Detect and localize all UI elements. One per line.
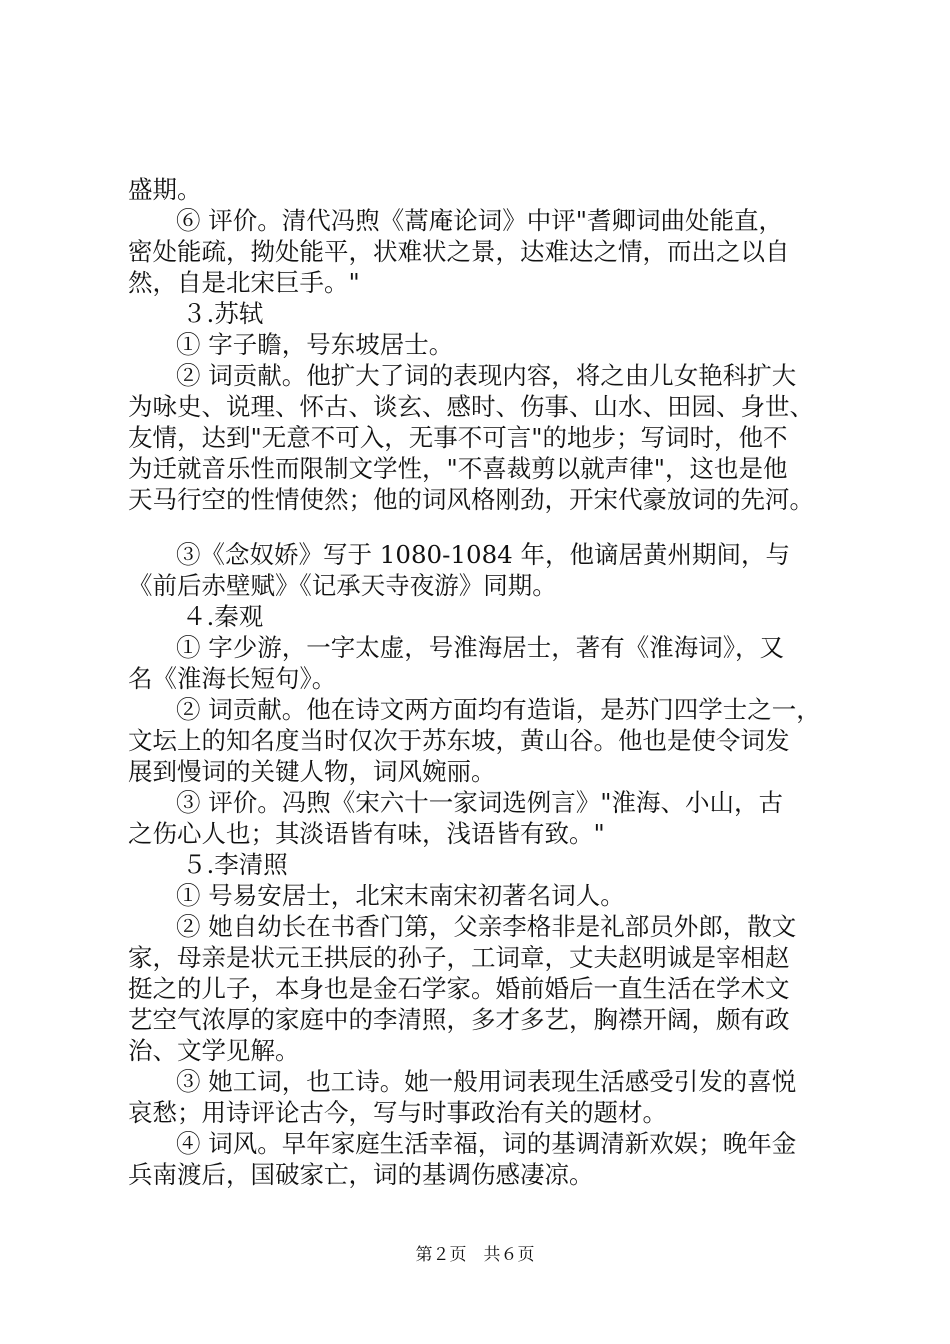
text-line: ② 词贡献。他扩大了词的表现内容，将之由儿女艳科扩大 (176, 361, 797, 390)
text-line: ③ 她工词，也工诗。她一般用词表现生活感受引发的喜悦 (176, 1067, 797, 1096)
text-line: ① 字子瞻，号东坡居士。 (176, 330, 454, 359)
text-line: 天马行空的性情使然；他的词风格刚劲，开宋代豪放词的先河。 (128, 485, 814, 514)
text-line: ① 号易安居士，北宋末南宋初著名词人。 (176, 881, 625, 910)
text-line: 艺空气浓厚的家庭中的李清照，多才多艺，胸襟开阔，颇有政 (128, 1005, 790, 1034)
text-line: ④ 词风。早年家庭生活幸福，词的基调清新欢娱；晚年金 (176, 1129, 797, 1158)
text-line: ① 字少游，一字太虚，号淮海居士，著有《淮海词》，又 (176, 633, 785, 662)
text-line: 挺之的儿子，本身也是金石学家。婚前婚后一直生活在学术文 (128, 974, 790, 1003)
text-line: 哀愁；用诗评论古今，写与时事政治有关的题材。 (128, 1098, 667, 1127)
text-line: 密处能疏，拗处能平，状难状之景，达难达之情，而出之以自 (128, 237, 790, 266)
text-line: 治、文学见解。 (128, 1036, 300, 1065)
text-line: 然，自是北宋巨手。" (128, 268, 360, 297)
text-line: 之伤心人也；其淡语皆有味，浅语皆有致。" (128, 819, 605, 848)
page-footer (0, 1245, 950, 1265)
text-line: 友情，达到"无意不可入，无事不可言"的地步；写词时，他不 (128, 423, 788, 452)
text-line: 盛期。 (128, 175, 202, 204)
paragraph-gap (128, 515, 828, 539)
text-line: 家，母亲是状元王拱辰的孙子，工词章，丈夫赵明诚是宰相赵 (128, 943, 790, 972)
section-heading-qinguan: ４.秦观 (182, 602, 264, 631)
text-line: 《前后赤壁赋》《记承天寺夜游》同期。 (128, 571, 557, 600)
text-line: 为迁就音乐性而限制文学性，"不喜裁剪以就声律"，这也是他 (128, 454, 788, 483)
text-line: 展到慢词的关键人物，词风婉丽。 (128, 757, 496, 786)
page-number-label: 第２页 共６页 (415, 1245, 535, 1265)
text-line: ② 词贡献。他在诗文两方面均有造诣，是苏门四学士之一， (176, 695, 821, 724)
body-text (128, 174, 828, 1190)
text-line: ② 她自幼长在书香门第，父亲李格非是礼部员外郎，散文 (176, 912, 797, 941)
text-line: 兵南渡后，国破家亡，词的基调伤感凄凉。 (128, 1160, 594, 1189)
text-line: ③ 评价。冯煦《宋六十一家词选例言》"淮海、小山，古 (176, 788, 784, 817)
text-line: 文坛上的知名度当时仅次于苏东坡，黄山谷。他也是使令词发 (128, 726, 790, 755)
text-line: 名《淮海长短句》。 (128, 664, 337, 693)
text-line: 为咏史、说理、怀古、谈玄、感时、伤事、山水、田园、身世、 (128, 392, 814, 421)
text-line: ⑥ 评价。清代冯煦《蒿庵论词》中评"耆卿词曲处能直， (176, 206, 784, 235)
text-line: ③《念奴娇》写于 1080-1084 年，他谪居黄州期间，与 (176, 540, 791, 569)
section-heading-sushi: ３.苏轼 (182, 299, 264, 328)
section-heading-liqingzhao: ５.李清照 (182, 850, 288, 879)
